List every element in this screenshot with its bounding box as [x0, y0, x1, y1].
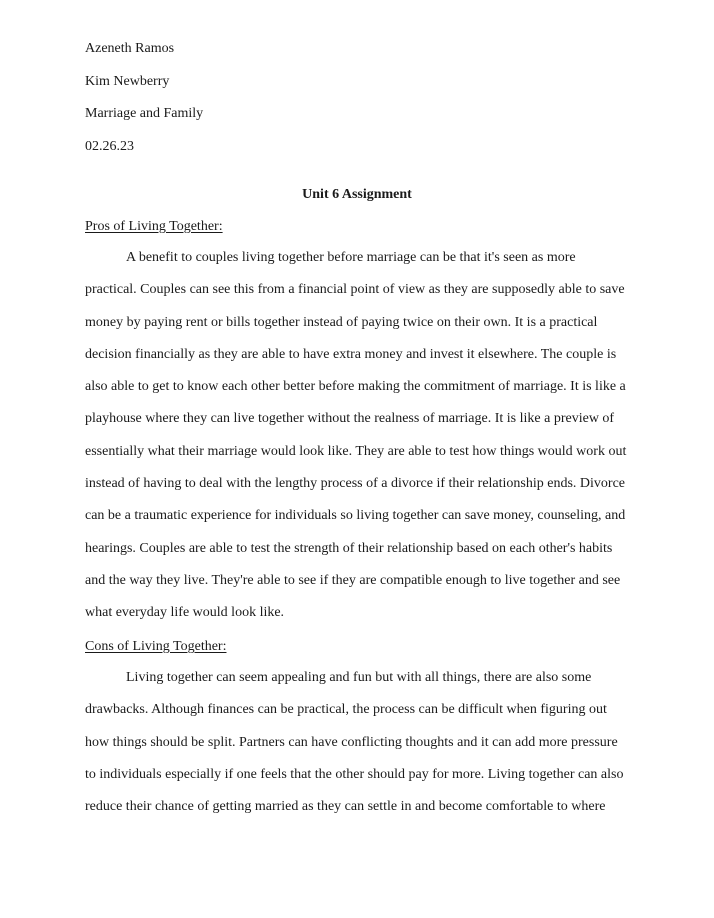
document-title: Unit 6 Assignment [302, 187, 412, 202]
paragraph-line: and the way they live. They're able to see if they are compatible enough to live together and see [85, 572, 621, 588]
paragraph-line: to individuals especially if one feels that the other should pay for more. Living together can also [85, 766, 624, 782]
pros-heading: Pros of Living Together: [85, 219, 223, 234]
paragraph-line: essentially what their marriage would look like. They are able to test how things would work out [85, 443, 627, 459]
paragraph-line: decision financially as they are able to have extra money and invest it elsewhere. The couple is [85, 346, 617, 362]
paragraph-line: money by paying rent or bills together instead of paying twice on their own. It is a practical [85, 314, 598, 330]
instructor-name: Kim Newberry [85, 74, 170, 89]
student-name: Azeneth Ramos [85, 41, 175, 56]
pros-paragraph [85, 242, 645, 630]
course-name: Marriage and Family [85, 106, 204, 121]
paragraph-line: Living together can seem appealing and fun but with all things, there are also some [126, 670, 592, 685]
paragraph-line: reduce their chance of getting married as they can settle in and become comfortable to where [85, 799, 606, 815]
paragraph-line: what everyday life would look like. [85, 605, 285, 621]
paragraph-line: also able to get to know each other better before making the commitment of marriage. It is like a [85, 379, 626, 395]
paragraph-line: A benefit to couples living together before marriage can be that it's seen as more [126, 250, 576, 265]
paragraph-line: how things should be split. Partners can have conflicting thoughts and it can add more pressure [85, 734, 618, 750]
paragraph-line: instead of having to deal with the lengthy process of a divorce if their relationship ends. Divorce [85, 476, 626, 492]
paragraph-line: playhouse where they can live together without the realness of marriage. It is like a preview of [85, 411, 615, 427]
cons-heading: Cons of Living Together: [85, 639, 227, 654]
paragraph-line: practical. Couples can see this from a financial point of view as they are supposedly able to save [85, 282, 625, 298]
cons-paragraph [85, 662, 645, 823]
assignment-date: 02.26.23 [85, 139, 134, 154]
paragraph-line: hearings. Couples are able to test the strength of their relationship based on each other's habits [85, 540, 613, 556]
paragraph-line: can be a traumatic experience for individuals so living together can save money, counseling, and [85, 508, 626, 524]
paragraph-line: drawbacks. Although finances can be practical, the process can be difficult when figuring out [85, 702, 607, 718]
